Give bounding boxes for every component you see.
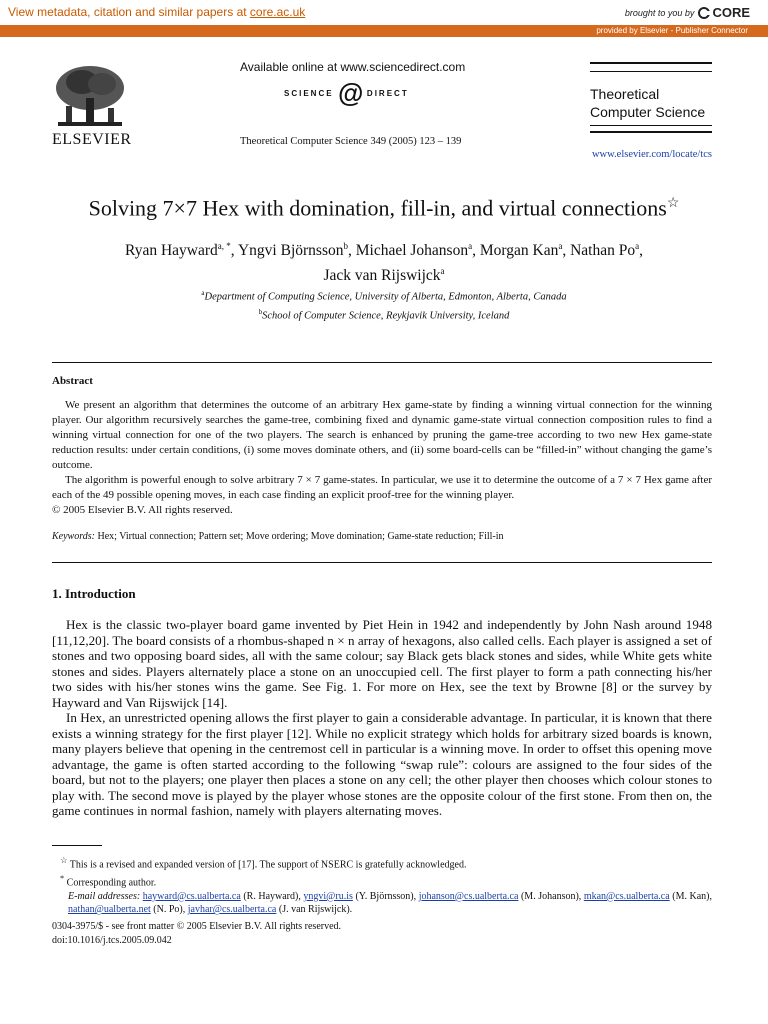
affiliation: $^b$School of Computer Science, Reykjavik University, Iceland (258, 307, 510, 321)
abstract-paragraph: We present an algorithm that determines the outcome of an arbitrary Hex game-state by finding a winning virtual connection for the winning player. Our algorithm recursively searches the game-tree, combining fixed and dynamic game-state virtual connection composition rules to find a winning virtual connection for one of the two players. The search is enhanced by pruning the game-tree according to two new Hex game-state reduction results: under certain conditions, (i) some moves dominate others, and (ii) some board-cells can be “filled-in” without changing the game’s outcome. (52, 399, 712, 471)
paper-title-text: Solving 7×7 Hex with domination, fill-in, and virtual connections (88, 195, 667, 221)
doi-line: doi:10.1016/j.tcs.2005.09.042 (52, 935, 172, 946)
email-link[interactable]: javhar@cs.ualberta.ca (187, 904, 277, 916)
journal-rule-bottom (590, 125, 712, 133)
footnote-emails: E-mail addresses: hayward@cs.ualberta.ca (R. Hayward), yngvi@ru.is (Y. Björnsson), johanson@cs.ualberta.ca (M. Johanson), mkan@cs.ualberta.ca (M. Kan), nathan@ualberta.net (N. Po), javhar@cs.ualberta.ca (J. van Rijswijck). (68, 890, 712, 916)
email-link[interactable]: yngvi@ru.is (303, 890, 353, 902)
abstract-rule-bottom (52, 562, 712, 563)
section-heading: 1. Introduction (52, 586, 136, 601)
footnotes (52, 854, 712, 917)
abstract-paragraph: The algorithm is powerful enough to solve arbitrary 7 × 7 game-states. In particular, we use it to determine the outcome of a 7 × 7 Hex game after each of the 49 possible opening moves, in each case finding an explicit proof-tree for the winning player. (52, 474, 712, 501)
journal-citation: Theoretical Computer Science 349 (2005) 123 – 139 (240, 136, 462, 147)
email-label: E-mail addresses: (68, 890, 141, 902)
brought-text: brought to you by (624, 7, 695, 18)
journal-rule-top (590, 62, 712, 72)
core-link-target[interactable]: core.ac.uk (249, 5, 306, 19)
front-matter-line: 0304-3975/$ - see front matter © 2005 Elsevier B.V. All rights reserved. (52, 921, 342, 932)
abstract-body (52, 398, 712, 518)
email-link[interactable]: johanson@cs.ualberta.ca (418, 890, 519, 902)
footnote: * Corresponding author. (60, 873, 157, 889)
author: Morgan Kan$^a$, (479, 241, 571, 260)
journal-title-line2: Computer Science (590, 104, 706, 120)
keywords-label: Keywords: (52, 531, 95, 542)
abstract-copyright: © 2005 Elsevier B.V. All rights reserved. (52, 504, 233, 516)
front-matter (52, 920, 341, 948)
core-logo-icon (698, 7, 710, 19)
core-logo (698, 5, 750, 20)
sd-at-icon: @ (337, 78, 363, 108)
author: Yngvi Björnsson$^b$, (237, 241, 356, 260)
keywords (52, 531, 712, 542)
footnote-rule (52, 845, 102, 846)
journal-title-line1: Theoretical (590, 86, 660, 102)
abstract-heading: Abstract (52, 375, 93, 387)
title-star-mark: ☆ (666, 196, 680, 211)
email-link[interactable]: mkan@cs.ualberta.ca (583, 890, 670, 902)
intro-paragraph: In Hex, an unrestricted opening allows the first player to gain a considerable advantage. In particular, it is known that there exists a winning strategy for the first player [12]. While no explicit strategy which holds for arbitrary sized boards is known, many players believe that opening in the centremost cell in particular is a winning move. In order to offset this opening move advantage, the game is often started according to the following “swap rule”: colours are assigned to the four sides of the board, but not to the players; one player then places a stone on any cell; the other player then chooses which colour stones to play with. The second move is played by the player whose stones are the opposite colour of the first stone. From then on, the game continues in normal fashion, namely with players alternating moves. (52, 710, 712, 818)
author-list (60, 236, 708, 286)
email-link[interactable]: nathan@ualberta.net (68, 904, 151, 916)
provided-by-text: provided by Elsevier - Publisher Connector (596, 26, 748, 35)
author: Jack van Rijswijck$^a$ (323, 266, 445, 285)
publisher-name: ELSEVIER (52, 131, 132, 148)
sd-left: SCIENCE (284, 88, 334, 98)
affiliations (60, 286, 708, 323)
sciencedirect-logo (284, 80, 409, 106)
elsevier-tree-logo-icon (52, 62, 128, 132)
core-metadata-link[interactable] (8, 5, 305, 19)
available-online: Available online at www.sciencedirect.com (240, 60, 466, 74)
footnote: ☆ This is a revised and expanded version of [17]. The support of NSERC is gratefully acknowledged. (60, 856, 467, 871)
intro-paragraph: Hex is the classic two-player board game invented by Piet Hein in 1942 and independently by John Nash around 1948 [11,12,20]. The board consists of a rhombus-shaped n × n array of hexagons, also called cells. Each player is assigned a set of stones and two opposing board sides, all with the same colour; say Black gets black stones and sides, while White gets white stones and sides. Players alternately place a stone on an unoccupied cell. The first player to form a path connecting his/her two sides with his/her stones wins the game. See Fig. 1. For more on Hex, see the text by Browne [8] or the survey by Hayward and Van Rijswijck [14]. (52, 617, 712, 710)
intro-body (52, 617, 712, 819)
author: Michael Johanson$^a$, (355, 241, 480, 260)
core-link-prefix: View metadata, citation and similar papers at (8, 5, 250, 19)
author: Ryan Hayward$^{a, *}$, (125, 241, 238, 260)
paper-title (0, 195, 768, 221)
core-name: CORE (712, 5, 750, 20)
abstract-rule-top (52, 362, 712, 363)
email-link[interactable]: hayward@cs.ualberta.ca (142, 890, 241, 902)
journal-url-link[interactable]: www.elsevier.com/locate/tcs (591, 149, 712, 160)
author: Nathan Po$^a$, (570, 241, 643, 260)
journal-title (590, 85, 705, 121)
keywords-text: Hex; Virtual connection; Pattern set; Move ordering; Move domination; Game-state reduction; Fill-in (94, 531, 504, 542)
sd-right: DIRECT (366, 88, 409, 98)
affiliation: $^a$Department of Computing Science, University of Alberta, Edmonton, Alberta, Canada (201, 289, 567, 303)
core-branding[interactable] (625, 5, 750, 20)
